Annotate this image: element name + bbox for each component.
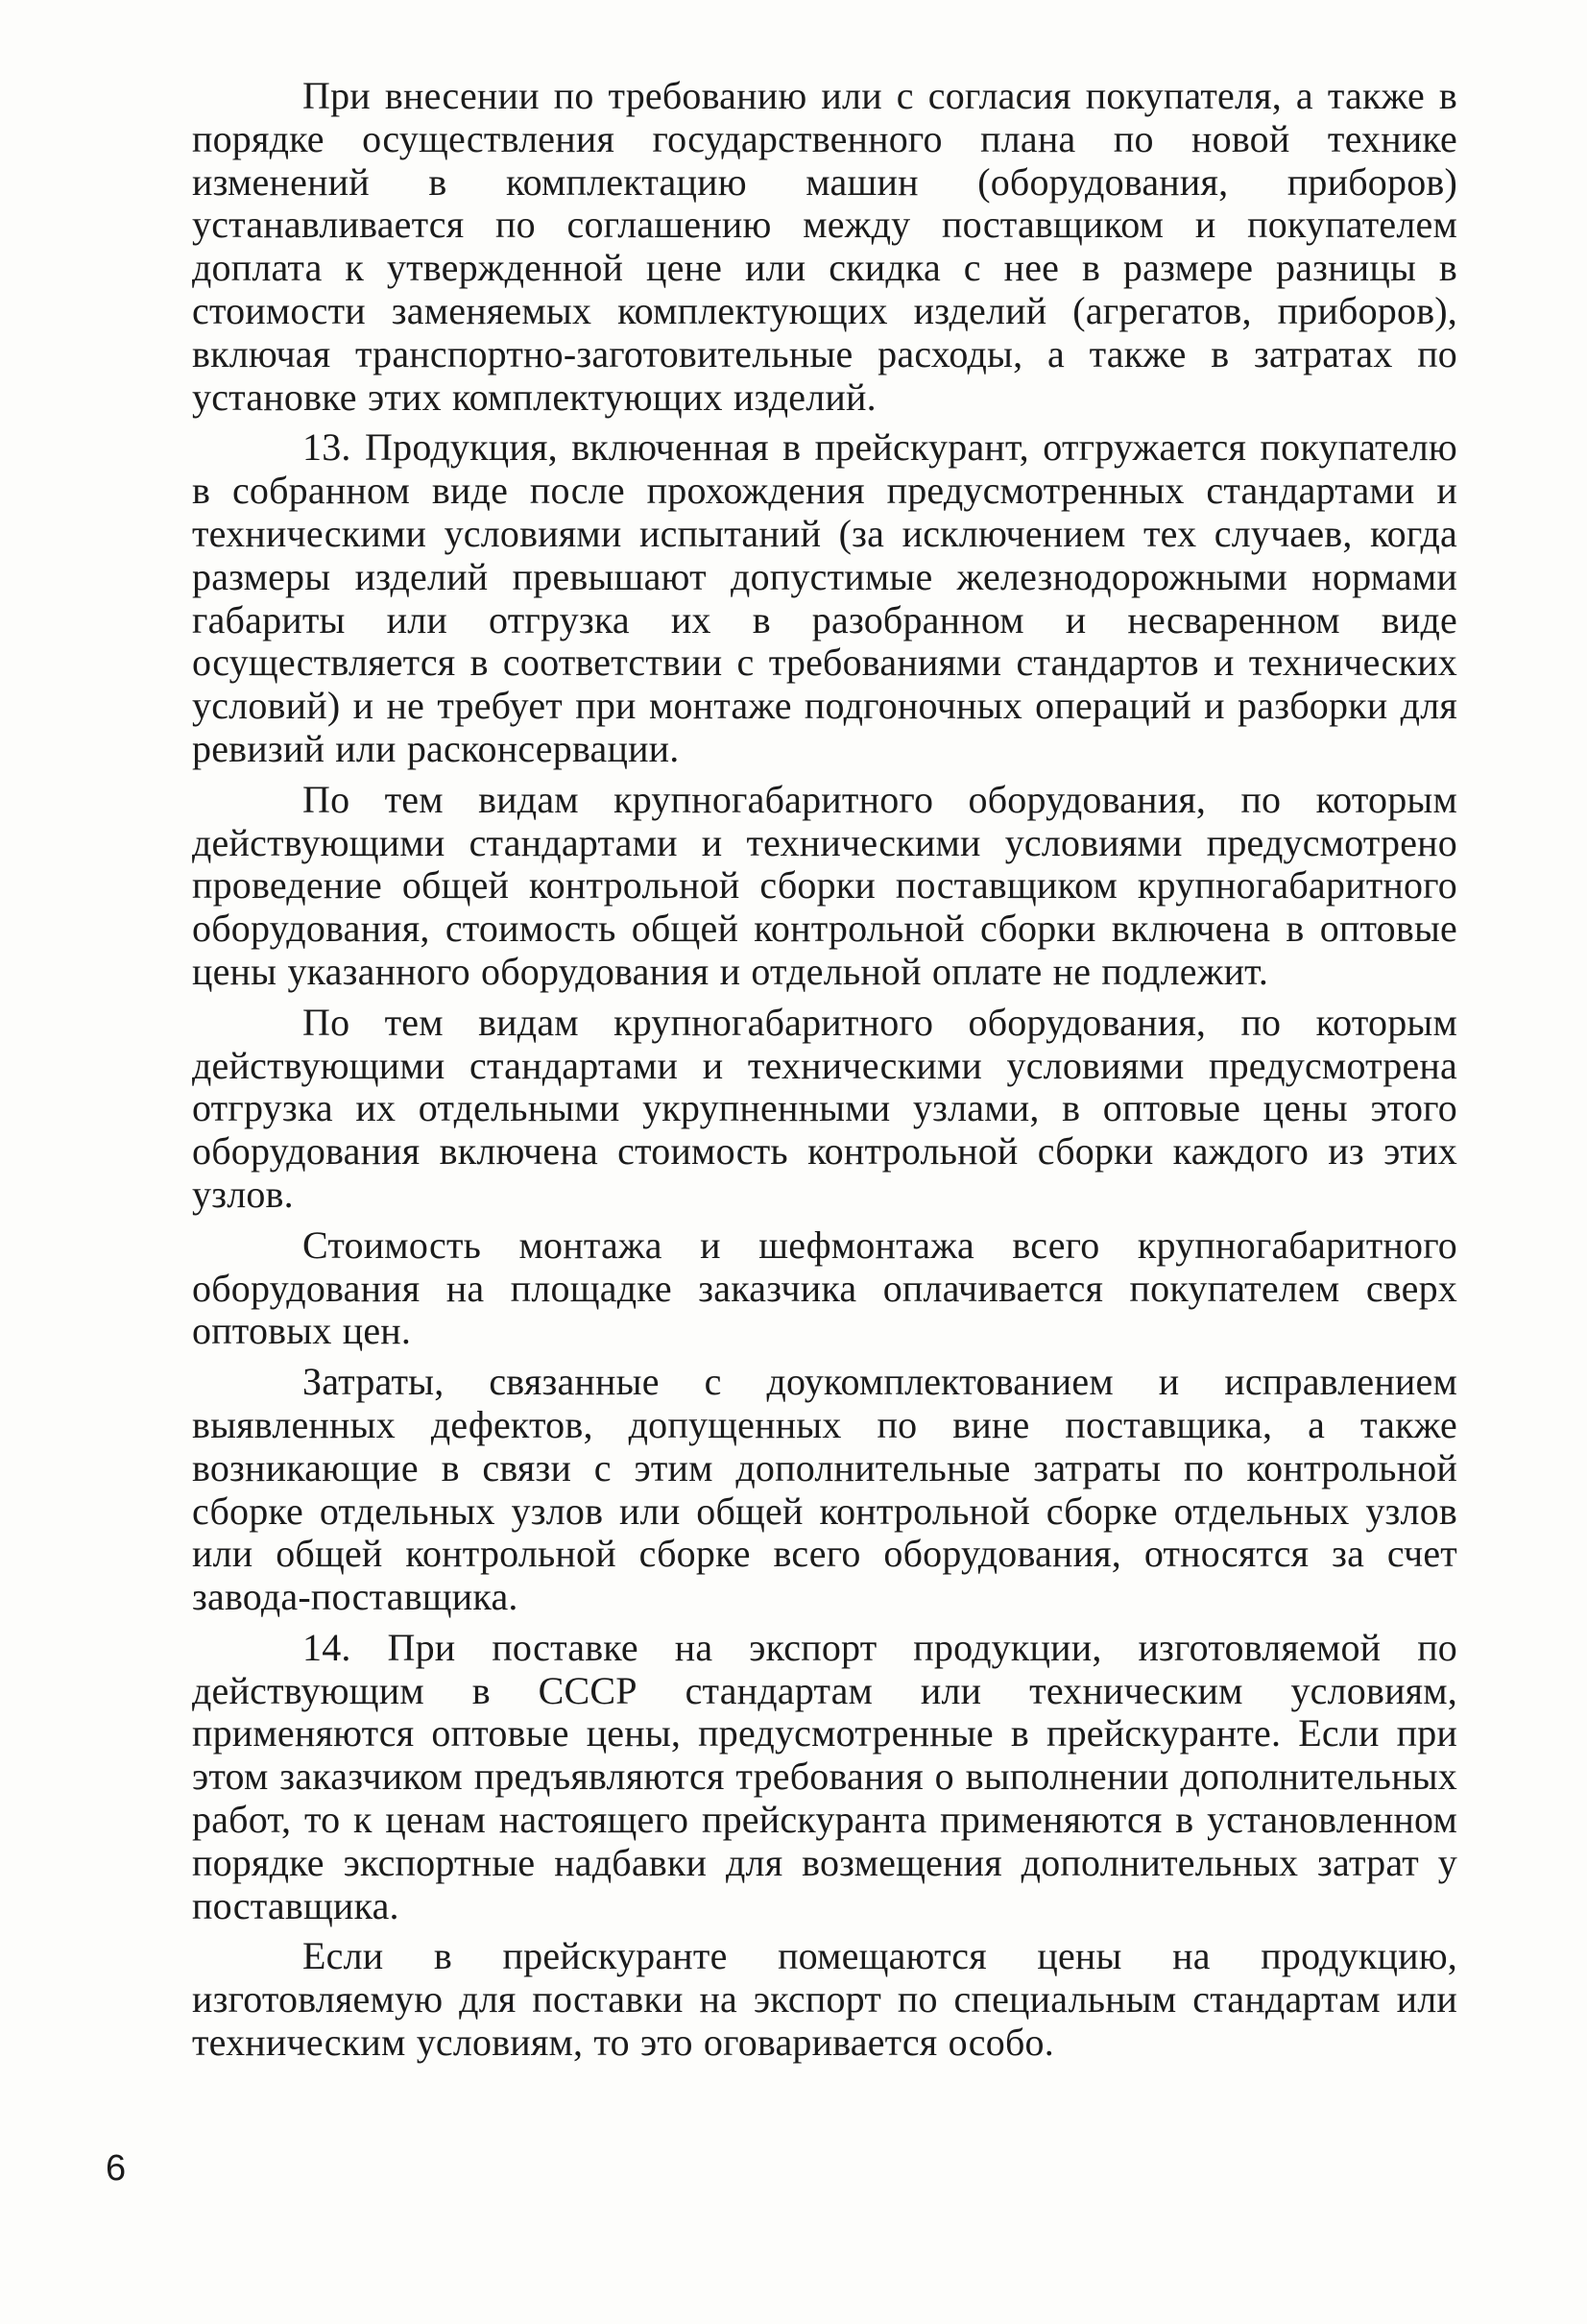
- paragraph-general-assembly: По тем видам крупногабаритного оборудования, по которым действующими стандартами и техническими условиями предусмотрено проведение общей контрольной сборки поставщиком крупногабаритного оборудования, стоимость общей контрольной сборки включена в оптовые цены указанного оборудования и отдельной оплате не подлежит.: [192, 777, 1457, 993]
- body-text: [192, 75, 1457, 2065]
- paragraph-defect-costs: Затраты, связанные с доукомплектованием и исправлением выявленных дефектов, допущенных по вине поставщика, а также возникающие в связи с этим дополнительные затраты по контрольной сборке отдельных узлов или общей контрольной сборке отдельных узлов или общей контрольной сборке всего оборудования, относятся за счет завода-поставщика.: [192, 1360, 1457, 1619]
- paragraph-clause-13: 13. Продукция, включенная в прейскурант, отгружается покупателю в собранном виде после прохождения предусмотренных стандартами и техническими условиями испытаний (за исключением тех случаев, когда размеры изделий превышают допустимые железнодорожными нормами габариты или отгрузка их в разобранном и несваренном виде осуществляется в соответствии с требованиями стандартов и технических условий) и не требует при монтаже подгоночных операций и разборки для ревизий или расконсервации.: [192, 425, 1457, 770]
- paragraph-installation-cost: Стоимость монтажа и шефмонтажа всего крупногабаритного оборудования на площадке заказчика оплачивается покупателем сверх оптовых цен.: [192, 1223, 1457, 1353]
- paragraph-export-special: Если в прейскуранте помещаются цены на продукцию, изготовляемую для поставки на экспорт по специальным стандартам или техническим условиям, то это оговаривается особо.: [192, 1934, 1457, 2065]
- paragraph-unit-assembly: По тем видам крупногабаритного оборудования, по которым действующими стандартами и техническими условиями предусмотрена отгрузка их отдельными укрупненными узлами, в оптовые цены этого оборудования включена стоимость контрольной сборки каждого из этих узлов.: [192, 1000, 1457, 1216]
- page-number: 6: [106, 2148, 127, 2189]
- paragraph-clause-14: 14. При поставке на экспорт продукции, изготовляемой по действующим в СССР стандартам или техническим условиям, применяются оптовые цены, предусмотренные в прейскуранте. Если при этом заказчиком предъявляются требования о выполнении дополнительных работ, то к ценам настоящего прейскуранта применяются в установленном порядке экспортные надбавки для возмещения дополнительных затрат у поставщика.: [192, 1625, 1457, 1927]
- paragraph-price-adjustment: При внесении по требованию или с согласия покупателя, а также в порядке осуществления государственного плана по новой технике изменений в комплектацию машин (оборудования, приборов) устанавливается по соглашению между поставщиком и покупателем доплата к утвержденной цене или скидка с нее в размере разницы в стоимости заменяемых комплектующих изделий (агрегатов, приборов), включая транспортно-заготовительные расходы, а также в затратах по установке этих комплектующих изделий.: [192, 74, 1457, 419]
